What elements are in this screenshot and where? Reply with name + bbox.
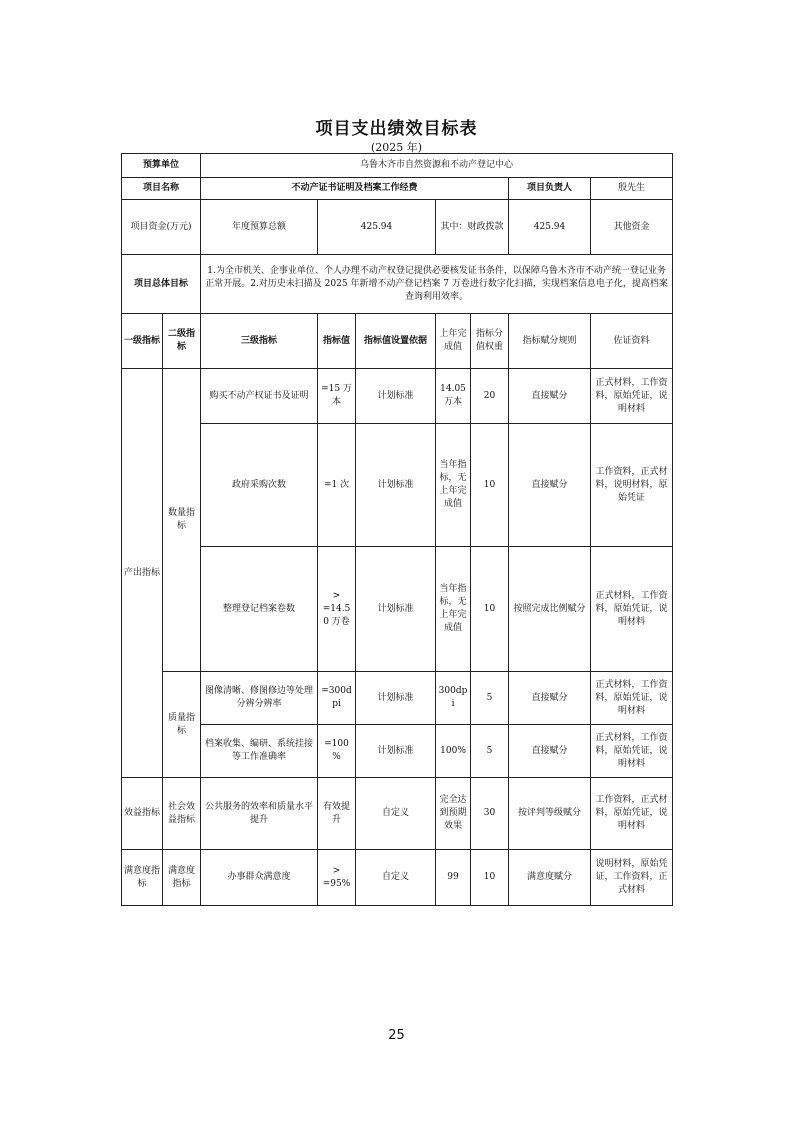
funds-row <box>122 200 673 255</box>
indicator-weight: 5 <box>471 672 509 725</box>
indicator-last-year: 99 <box>436 850 471 906</box>
annual-budget-value: 425.94 <box>318 200 436 255</box>
indicator-value: > =95% <box>318 850 356 906</box>
indicator-weight: 10 <box>471 424 509 547</box>
indicator-rule: 直接赋分 <box>509 725 591 778</box>
col-header-value: 指标值 <box>318 314 356 369</box>
group-output: 产出指标 <box>122 369 163 778</box>
indicator-weight: 10 <box>471 850 509 906</box>
indicator-rule: 直接赋分 <box>509 672 591 725</box>
indicator-weight: 20 <box>471 369 509 424</box>
overall-goal-row <box>122 255 673 314</box>
table-row <box>122 672 673 725</box>
indicator-name: 办事群众满意度 <box>201 850 318 906</box>
col-header-last-year: 上年完成值 <box>436 314 471 369</box>
col-header-level3: 三级指标 <box>201 314 318 369</box>
indicator-basis: 自定义 <box>356 850 436 906</box>
performance-target-table <box>121 153 673 906</box>
indicator-evidence: 正式材料，工作资料，原始凭证，说明材料 <box>591 369 673 424</box>
indicator-rule: 满意度赋分 <box>509 850 591 906</box>
indicator-basis: 自定义 <box>356 778 436 850</box>
page-number: 25 <box>388 1028 405 1043</box>
page-title: 项目支出绩效目标表 <box>315 119 478 139</box>
indicator-rule: 直接赋分 <box>509 369 591 424</box>
indicator-weight: 10 <box>471 547 509 672</box>
indicator-evidence: 正式材料，工作资料，原始凭证，说明材料 <box>591 672 673 725</box>
year-subtitle: (2025 年) <box>370 141 423 154</box>
indicator-basis: 计划标准 <box>356 725 436 778</box>
indicator-evidence: 正式材料，工作资料，原始凭证，说明材料 <box>591 725 673 778</box>
project-name-value: 不动产证书证明及档案工作经费 <box>201 178 509 200</box>
table-row <box>122 424 673 547</box>
indicator-last-year: 100% <box>436 725 471 778</box>
table-row <box>122 547 673 672</box>
table-row <box>122 778 673 850</box>
group-satisfaction: 满意度指标 <box>122 850 163 906</box>
indicator-evidence: 工作资料，正式材料，说明材料，原始凭证 <box>591 424 673 547</box>
col-header-level2: 二级指标 <box>163 314 201 369</box>
project-name-label: 项目名称 <box>122 178 201 200</box>
indicator-name: 购买不动产权证书及证明 <box>201 369 318 424</box>
fiscal-allocation-label: 其中：财政拨款 <box>436 200 509 255</box>
indicator-last-year: 完全达到预期效果 <box>436 778 471 850</box>
project-lead-label: 项目负责人 <box>509 178 591 200</box>
indicator-value: =15 万本 <box>318 369 356 424</box>
indicator-name: 整理登记档案卷数 <box>201 547 318 672</box>
group-quality: 质量指标 <box>163 672 201 778</box>
overall-goal-label: 项目总体目标 <box>122 255 201 314</box>
indicator-basis: 计划标准 <box>356 547 436 672</box>
group-satisfaction-sub: 满意度指标 <box>163 850 201 906</box>
indicator-evidence: 正式材料，工作资料，原始凭证，说明材料 <box>591 547 673 672</box>
fiscal-allocation-value: 425.94 <box>509 200 591 255</box>
group-social-benefit: 社会效益指标 <box>163 778 201 850</box>
project-lead-value: 殷先生 <box>591 178 673 200</box>
indicator-name: 图像清晰、修图修边等处理分辨分辨率 <box>201 672 318 725</box>
indicator-basis: 计划标准 <box>356 672 436 725</box>
budget-unit-value: 乌鲁木齐市自然资源和不动产登记中心 <box>201 154 673 178</box>
col-header-rule: 指标赋分规则 <box>509 314 591 369</box>
indicator-basis: 计划标准 <box>356 424 436 547</box>
indicator-last-year: 当年指标，无上年完成值 <box>436 424 471 547</box>
table-row <box>122 850 673 906</box>
col-header-basis: 指标值设置依据 <box>356 314 436 369</box>
indicator-rule: 直接赋分 <box>509 424 591 547</box>
budget-unit-row <box>122 154 673 178</box>
budget-unit-label: 预算单位 <box>122 154 201 178</box>
indicator-name: 档案收集、编研、系统挂接等工作准确率 <box>201 725 318 778</box>
indicator-last-year: 当年指标，无上年完成值 <box>436 547 471 672</box>
col-header-weight: 指标分值权重 <box>471 314 509 369</box>
other-funds-label: 其他资金 <box>591 200 673 255</box>
group-benefit: 效益指标 <box>122 778 163 850</box>
indicator-rule: 按照完成比例赋分 <box>509 547 591 672</box>
funds-label: 项目资金(万元) <box>122 200 201 255</box>
indicator-value: > =14.50 万卷 <box>318 547 356 672</box>
table-row <box>122 725 673 778</box>
column-header-row <box>122 314 673 369</box>
indicator-value: =300dpi <box>318 672 356 725</box>
col-header-evidence: 佐证资料 <box>591 314 673 369</box>
indicator-weight: 30 <box>471 778 509 850</box>
indicator-value: 有效提升 <box>318 778 356 850</box>
indicator-name: 政府采购次数 <box>201 424 318 547</box>
annual-budget-label: 年度预算总额 <box>201 200 318 255</box>
indicator-value: =1 次 <box>318 424 356 547</box>
indicator-last-year: 300dpi <box>436 672 471 725</box>
indicator-rule: 按评判等级赋分 <box>509 778 591 850</box>
indicator-value: =100% <box>318 725 356 778</box>
indicator-evidence: 工作资料，正式材料，原始凭证，说明材料 <box>591 778 673 850</box>
indicator-last-year: 14.05 万本 <box>436 369 471 424</box>
table-row <box>122 369 673 424</box>
indicator-evidence: 说明材料，原始凭证，工作资料，正式材料 <box>591 850 673 906</box>
indicator-name: 公共服务的效率和质量水平提升 <box>201 778 318 850</box>
indicator-weight: 5 <box>471 725 509 778</box>
overall-goal-text: 1.为全市机关、企事业单位、个人办理不动产权登记提供必要核发证书条件，以保障乌鲁木齐市不动产统一登记业务正常开展。2.对历史未扫描及 2025 年新增不动产登记档案 7 万卷进行数字化扫描，实现档案信息电子化，提高档案查询利用效率。 <box>201 255 673 314</box>
col-header-level1: 一级指标 <box>122 314 163 369</box>
project-name-row <box>122 178 673 200</box>
group-quantity: 数量指标 <box>163 369 201 672</box>
indicator-basis: 计划标准 <box>356 369 436 424</box>
